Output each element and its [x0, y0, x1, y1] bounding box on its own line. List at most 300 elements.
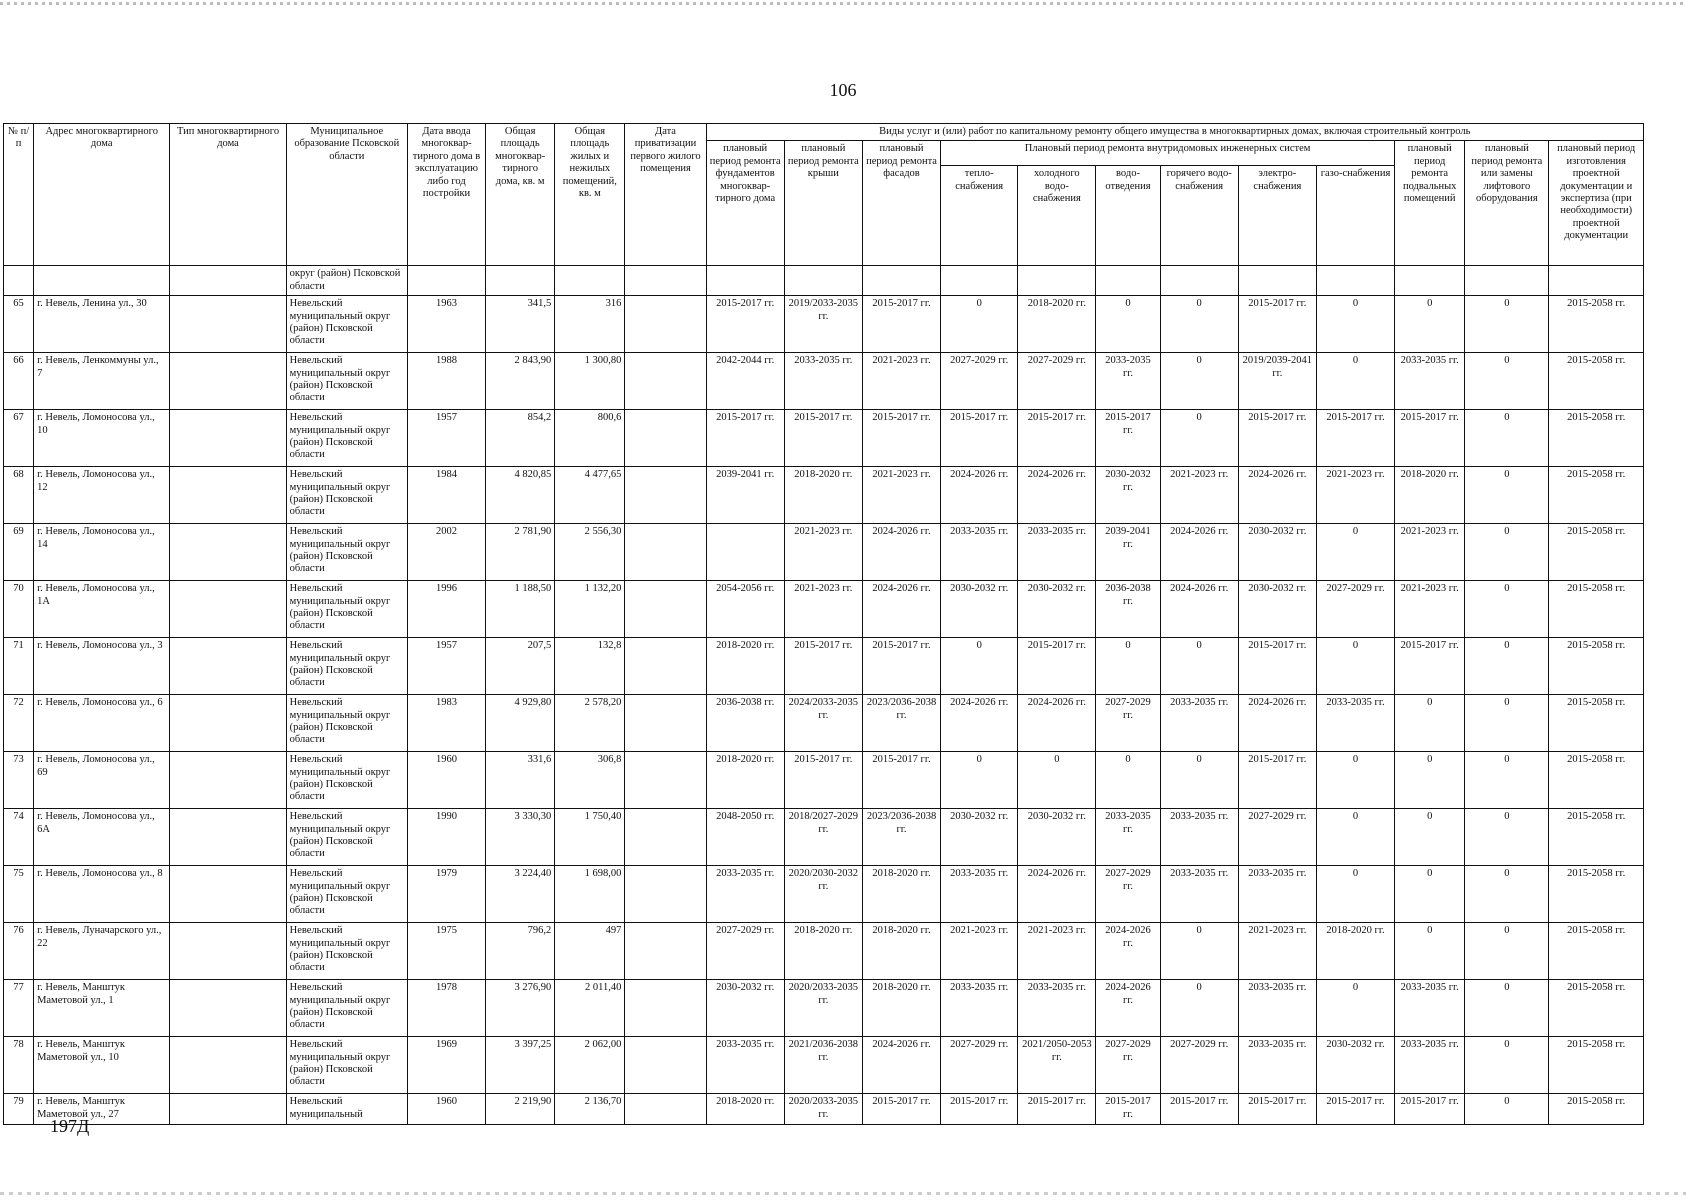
- cell-elevator: 0: [1465, 581, 1549, 638]
- scan-edge-top: [0, 2, 1686, 5]
- table-row: [4, 752, 1644, 809]
- cell-elevator: 0: [1465, 638, 1549, 695]
- cell-privatization: [625, 524, 706, 581]
- cell-type: [170, 752, 286, 809]
- cell-living-area: 497: [555, 923, 625, 980]
- cell-gas: 2018-2020 гг.: [1316, 923, 1394, 980]
- cell-cold-water: 2015-2017 гг.: [1018, 410, 1096, 467]
- cell-facade: 2015-2017 гг.: [862, 752, 940, 809]
- cell-elevator: 0: [1465, 353, 1549, 410]
- header-privatization: Дата приватизации первого жилого помещения: [625, 124, 706, 266]
- cell-num: 79: [4, 1094, 34, 1125]
- cell-cold-water: 0: [1018, 752, 1096, 809]
- cell-foundation: [706, 524, 784, 581]
- cell-hot-water: 2033-2035 гг.: [1160, 809, 1238, 866]
- cell-roof: 2020/2030-2032 гг.: [784, 866, 862, 923]
- cell-total-area: 854,2: [486, 410, 555, 467]
- header-address: Адрес многоквартирного дома: [34, 124, 170, 266]
- cell-year: 1978: [407, 980, 485, 1037]
- cell-hot-water: 0: [1160, 638, 1238, 695]
- cell-address: г. Невель, Ломоносова ул., 3: [34, 638, 170, 695]
- cell-project-docs: 2015-2058 гг.: [1549, 524, 1644, 581]
- cell-cold-water: 2015-2017 гг.: [1018, 1094, 1096, 1125]
- cell-gas: 0: [1316, 980, 1394, 1037]
- table-row: [4, 524, 1644, 581]
- cell-basement: 2021-2023 гг.: [1395, 524, 1465, 581]
- cell-total-area: 331,6: [486, 752, 555, 809]
- cell-facade: 2015-2017 гг.: [862, 1094, 940, 1125]
- cell-num: 66: [4, 353, 34, 410]
- cell-privatization: [625, 1037, 706, 1094]
- cell-heating: 2030-2032 гг.: [941, 581, 1018, 638]
- cell-hot-water: 2024-2026 гг.: [1160, 524, 1238, 581]
- cell-total-area: 3 224,40: [486, 866, 555, 923]
- cell-basement: 2033-2035 гг.: [1395, 980, 1465, 1037]
- cell-living-area: 1 132,20: [555, 581, 625, 638]
- cell-municipality: Невельский муниципальный округ (район) Псковской области: [286, 866, 407, 923]
- cell-type: [170, 1037, 286, 1094]
- table-row: [4, 809, 1644, 866]
- cell-hot-water: 2027-2029 гг.: [1160, 1037, 1238, 1094]
- document-code: 197Д: [50, 1116, 90, 1136]
- cell-living-area: 306,8: [555, 752, 625, 809]
- cell-cold-water: 2015-2017 гг.: [1018, 638, 1096, 695]
- cell-electric: 2030-2032 гг.: [1238, 581, 1316, 638]
- cell-num: 71: [4, 638, 34, 695]
- table-row: [4, 353, 1644, 410]
- cell-type: [170, 866, 286, 923]
- cell-num: 72: [4, 695, 34, 752]
- cell-hot-water: 0: [1160, 752, 1238, 809]
- cell-cold-water: 2024-2026 гг.: [1018, 695, 1096, 752]
- cell-sewer: 0: [1096, 752, 1160, 809]
- cell-cold-water: 2027-2029 гг.: [1018, 353, 1096, 410]
- cell-municipality: Невельский муниципальный: [286, 1094, 407, 1125]
- table-row: [4, 923, 1644, 980]
- cell-facade: 2023/2036-2038 гг.: [862, 695, 940, 752]
- cell-year: 1960: [407, 1094, 485, 1125]
- header-sewer: водо-отведения: [1096, 166, 1160, 266]
- cell-sewer: 0: [1096, 296, 1160, 353]
- cell-electric: 2015-2017 гг.: [1238, 410, 1316, 467]
- cell-electric: 2030-2032 гг.: [1238, 524, 1316, 581]
- header-heating: тепло-снабжения: [941, 166, 1018, 266]
- cell-total-area: 3 276,90: [486, 980, 555, 1037]
- cell-gas: 0: [1316, 752, 1394, 809]
- cell-elevator: 0: [1465, 752, 1549, 809]
- cell-address: г. Невель, Ломоносова ул., 8: [34, 866, 170, 923]
- cell-privatization: [625, 1094, 706, 1125]
- cell-elevator: 0: [1465, 1094, 1549, 1125]
- cell-facade: 2021-2023 гг.: [862, 353, 940, 410]
- cell-municipality: Невельский муниципальный округ (район) Псковской области: [286, 923, 407, 980]
- table-row: [4, 410, 1644, 467]
- cell-sewer: 2027-2029 гг.: [1096, 695, 1160, 752]
- cell-gas: 2021-2023 гг.: [1316, 467, 1394, 524]
- cell-living-area: 316: [555, 296, 625, 353]
- cell-electric: 2033-2035 гг.: [1238, 980, 1316, 1037]
- cell-gas: 2030-2032 гг.: [1316, 1037, 1394, 1094]
- cell-hot-water: 0: [1160, 410, 1238, 467]
- cell-privatization: [625, 353, 706, 410]
- cell-heating: 2027-2029 гг.: [941, 1037, 1018, 1094]
- cell-hot-water: 0: [1160, 353, 1238, 410]
- cell-type: [170, 410, 286, 467]
- cell-gas: 0: [1316, 353, 1394, 410]
- cell-living-area: 2 136,70: [555, 1094, 625, 1125]
- cell-project-docs: 2015-2058 гг.: [1549, 695, 1644, 752]
- page-number: 106: [829, 80, 857, 100]
- cell-elevator: 0: [1465, 866, 1549, 923]
- table-row: [4, 467, 1644, 524]
- table-row: [4, 695, 1644, 752]
- cell-num: 69: [4, 524, 34, 581]
- cell-elevator: 0: [1465, 809, 1549, 866]
- cell-foundation: 2033-2035 гг.: [706, 1037, 784, 1094]
- cell-num: 73: [4, 752, 34, 809]
- header-gas: газо-снабжения: [1316, 166, 1394, 266]
- cell-basement: 2015-2017 гг.: [1395, 638, 1465, 695]
- cell-num: 68: [4, 467, 34, 524]
- cell-roof: 2015-2017 гг.: [784, 410, 862, 467]
- cell-total-area: 4 929,80: [486, 695, 555, 752]
- cell-total-area: 2 843,90: [486, 353, 555, 410]
- cell-municipality: Невельский муниципальный округ (район) Псковской области: [286, 695, 407, 752]
- cell-hot-water: 2024-2026 гг.: [1160, 581, 1238, 638]
- cell-facade: 2018-2020 гг.: [862, 980, 940, 1037]
- cell-total-area: 4 820,85: [486, 467, 555, 524]
- continuation-municipality: округ (район) Псковской области: [286, 266, 407, 296]
- cell-project-docs: 2015-2058 гг.: [1549, 980, 1644, 1037]
- cell-privatization: [625, 410, 706, 467]
- cell-gas: 2027-2029 гг.: [1316, 581, 1394, 638]
- cell-roof: 2018-2020 гг.: [784, 923, 862, 980]
- cell-type: [170, 809, 286, 866]
- cell-living-area: 4 477,65: [555, 467, 625, 524]
- cell-privatization: [625, 980, 706, 1037]
- cell-foundation: 2033-2035 гг.: [706, 866, 784, 923]
- cell-basement: 2015-2017 гг.: [1395, 1094, 1465, 1125]
- cell-num: 77: [4, 980, 34, 1037]
- cell-address: г. Невель, Ломоносова ул., 6: [34, 695, 170, 752]
- cell-year: 1990: [407, 809, 485, 866]
- cell-type: [170, 524, 286, 581]
- cell-num: 74: [4, 809, 34, 866]
- table-row: [4, 866, 1644, 923]
- cell-gas: 2033-2035 гг.: [1316, 695, 1394, 752]
- cell-basement: 2021-2023 гг.: [1395, 581, 1465, 638]
- cell-project-docs: 2015-2058 гг.: [1549, 638, 1644, 695]
- cell-total-area: 2 219,90: [486, 1094, 555, 1125]
- cell-address: г. Невель, Ломоносова ул., 12: [34, 467, 170, 524]
- cell-sewer: 0: [1096, 638, 1160, 695]
- cell-roof: 2015-2017 гг.: [784, 638, 862, 695]
- cell-heating: 2027-2029 гг.: [941, 353, 1018, 410]
- cell-electric: 2024-2026 гг.: [1238, 695, 1316, 752]
- cell-hot-water: 0: [1160, 923, 1238, 980]
- cell-basement: 2018-2020 гг.: [1395, 467, 1465, 524]
- cell-heating: 2033-2035 гг.: [941, 524, 1018, 581]
- cell-privatization: [625, 809, 706, 866]
- cell-project-docs: 2015-2058 гг.: [1549, 752, 1644, 809]
- cell-basement: 2015-2017 гг.: [1395, 410, 1465, 467]
- cell-municipality: Невельский муниципальный округ (район) Псковской области: [286, 752, 407, 809]
- cell-heating: 2015-2017 гг.: [941, 1094, 1018, 1125]
- header-project-docs: плановый период изготовления проектной документации и экспертиза (при необходимости) проектной документации: [1549, 141, 1644, 266]
- cell-elevator: 0: [1465, 296, 1549, 353]
- cell-sewer: 2024-2026 гг.: [1096, 980, 1160, 1037]
- cell-gas: 0: [1316, 866, 1394, 923]
- cell-year: 1983: [407, 695, 485, 752]
- cell-foundation: 2018-2020 гг.: [706, 638, 784, 695]
- cell-basement: 0: [1395, 866, 1465, 923]
- cell-type: [170, 296, 286, 353]
- cell-cold-water: 2021-2023 гг.: [1018, 923, 1096, 980]
- cell-sewer: 2039-2041 гг.: [1096, 524, 1160, 581]
- cell-address: г. Невель, Ленкоммуны ул., 7: [34, 353, 170, 410]
- cell-privatization: [625, 581, 706, 638]
- cell-municipality: Невельский муниципальный округ (район) Псковской области: [286, 980, 407, 1037]
- cell-electric: 2015-2017 гг.: [1238, 1094, 1316, 1125]
- cell-hot-water: 0: [1160, 980, 1238, 1037]
- cell-heating: 2033-2035 гг.: [941, 980, 1018, 1037]
- cell-year: 1996: [407, 581, 485, 638]
- cell-project-docs: 2015-2058 гг.: [1549, 923, 1644, 980]
- cell-foundation: 2048-2050 гг.: [706, 809, 784, 866]
- cell-hot-water: 2033-2035 гг.: [1160, 695, 1238, 752]
- cell-electric: 2027-2029 гг.: [1238, 809, 1316, 866]
- cell-type: [170, 353, 286, 410]
- cell-roof: 2015-2017 гг.: [784, 752, 862, 809]
- cell-electric: 2019/2039-2041 гг.: [1238, 353, 1316, 410]
- cell-basement: 2033-2035 гг.: [1395, 353, 1465, 410]
- cell-living-area: 1 698,00: [555, 866, 625, 923]
- cell-year: 1957: [407, 410, 485, 467]
- cell-gas: 2015-2017 гг.: [1316, 1094, 1394, 1125]
- cell-total-area: 2 781,90: [486, 524, 555, 581]
- cell-cold-water: 2018-2020 гг.: [1018, 296, 1096, 353]
- cell-electric: 2033-2035 гг.: [1238, 1037, 1316, 1094]
- cell-electric: 2024-2026 гг.: [1238, 467, 1316, 524]
- cell-basement: 0: [1395, 923, 1465, 980]
- cell-year: 1969: [407, 1037, 485, 1094]
- header-total-area: Общая площадь многоквар-тирного дома, кв. м: [486, 124, 555, 266]
- cell-total-area: 3 397,25: [486, 1037, 555, 1094]
- cell-foundation: 2030-2032 гг.: [706, 980, 784, 1037]
- cell-cold-water: 2030-2032 гг.: [1018, 581, 1096, 638]
- cell-address: г. Невель, Манштук Маметовой ул., 27: [34, 1094, 170, 1125]
- cell-privatization: [625, 752, 706, 809]
- cell-facade: 2023/2036-2038 гг.: [862, 809, 940, 866]
- cell-heating: 2015-2017 гг.: [941, 410, 1018, 467]
- cell-total-area: 1 188,50: [486, 581, 555, 638]
- cell-foundation: 2018-2020 гг.: [706, 752, 784, 809]
- cell-roof: 2021/2036-2038 гг.: [784, 1037, 862, 1094]
- cell-facade: 2015-2017 гг.: [862, 296, 940, 353]
- cell-roof: 2024/2033-2035 гг.: [784, 695, 862, 752]
- header-electric: электро-снабжения: [1238, 166, 1316, 266]
- cell-year: 1988: [407, 353, 485, 410]
- cell-num: 70: [4, 581, 34, 638]
- cell-electric: 2015-2017 гг.: [1238, 296, 1316, 353]
- header-facade: плановый период ремонта фасадов: [862, 141, 940, 266]
- cell-foundation: 2018-2020 гг.: [706, 1094, 784, 1125]
- cell-project-docs: 2015-2058 гг.: [1549, 1037, 1644, 1094]
- table-row: [4, 296, 1644, 353]
- header-hot-water: горячего водо-снабжения: [1160, 166, 1238, 266]
- cell-roof: 2021-2023 гг.: [784, 524, 862, 581]
- cell-facade: 2024-2026 гг.: [862, 524, 940, 581]
- cell-num: 67: [4, 410, 34, 467]
- capital-repair-table: [3, 123, 1644, 1125]
- cell-heating: 0: [941, 638, 1018, 695]
- cell-year: 1957: [407, 638, 485, 695]
- cell-privatization: [625, 638, 706, 695]
- cell-roof: 2021-2023 гг.: [784, 581, 862, 638]
- cell-gas: 0: [1316, 524, 1394, 581]
- cell-foundation: 2015-2017 гг.: [706, 410, 784, 467]
- cell-heating: 2024-2026 гг.: [941, 695, 1018, 752]
- table-row: [4, 1037, 1644, 1094]
- cell-heating: 2033-2035 гг.: [941, 866, 1018, 923]
- cell-facade: 2024-2026 гг.: [862, 581, 940, 638]
- cell-heating: 2021-2023 гг.: [941, 923, 1018, 980]
- cell-municipality: Невельский муниципальный округ (район) Псковской области: [286, 638, 407, 695]
- header-basement: плановый период ремонта подвальных помещений: [1395, 141, 1465, 266]
- cell-hot-water: 0: [1160, 296, 1238, 353]
- header-services-group: Виды услуг и (или) работ по капитальному ремонту общего имущества в многоквартирных домах, включая строительный контроль: [706, 124, 1643, 141]
- cell-privatization: [625, 296, 706, 353]
- cell-municipality: Невельский муниципальный округ (район) Псковской области: [286, 524, 407, 581]
- cell-type: [170, 923, 286, 980]
- cell-gas: 2015-2017 гг.: [1316, 410, 1394, 467]
- header-num: № п/п: [4, 124, 34, 266]
- cell-privatization: [625, 866, 706, 923]
- cell-num: 75: [4, 866, 34, 923]
- cell-total-area: 3 330,30: [486, 809, 555, 866]
- header-municipality: Муниципальное образование Псковской области: [286, 124, 407, 266]
- cell-sewer: 2015-2017 гг.: [1096, 1094, 1160, 1125]
- cell-municipality: Невельский муниципальный округ (район) Псковской области: [286, 296, 407, 353]
- cell-address: г. Невель, Ленина ул., 30: [34, 296, 170, 353]
- cell-address: г. Невель, Ломоносова ул., 69: [34, 752, 170, 809]
- cell-year: 1984: [407, 467, 485, 524]
- header-systems-group: Плановый период ремонта внутридомовых инженерных систем: [941, 141, 1395, 166]
- cell-project-docs: 2015-2058 гг.: [1549, 296, 1644, 353]
- cell-type: [170, 581, 286, 638]
- cell-sewer: 2027-2029 гг.: [1096, 1037, 1160, 1094]
- table-row: [4, 638, 1644, 695]
- cell-facade: 2015-2017 гг.: [862, 410, 940, 467]
- cell-project-docs: 2015-2058 гг.: [1549, 581, 1644, 638]
- cell-living-area: 132,8: [555, 638, 625, 695]
- cell-type: [170, 1094, 286, 1125]
- cell-municipality: Невельский муниципальный округ (район) Псковской области: [286, 1037, 407, 1094]
- cell-foundation: 2027-2029 гг.: [706, 923, 784, 980]
- cell-living-area: 2 011,40: [555, 980, 625, 1037]
- cell-municipality: Невельский муниципальный округ (район) Псковской области: [286, 353, 407, 410]
- header-living-area: Общая площадь жилых и нежилых помещений, кв. м: [555, 124, 625, 266]
- cell-living-area: 2 578,20: [555, 695, 625, 752]
- cell-cold-water: 2021/2050-2053 гг.: [1018, 1037, 1096, 1094]
- cell-hot-water: 2033-2035 гг.: [1160, 866, 1238, 923]
- cell-project-docs: 2015-2058 гг.: [1549, 467, 1644, 524]
- cell-cold-water: 2024-2026 гг.: [1018, 467, 1096, 524]
- cell-privatization: [625, 695, 706, 752]
- header-roof: плановый период ремонта крыши: [784, 141, 862, 266]
- cell-foundation: 2042-2044 гг.: [706, 353, 784, 410]
- cell-num: 65: [4, 296, 34, 353]
- cell-elevator: 0: [1465, 1037, 1549, 1094]
- cell-facade: 2015-2017 гг.: [862, 638, 940, 695]
- cell-num: 76: [4, 923, 34, 980]
- cell-project-docs: 2015-2058 гг.: [1549, 410, 1644, 467]
- cell-address: г. Невель, Ломоносова ул., 14: [34, 524, 170, 581]
- cell-basement: 0: [1395, 809, 1465, 866]
- cell-sewer: 2027-2029 гг.: [1096, 866, 1160, 923]
- cell-roof: 2018/2027-2029 гг.: [784, 809, 862, 866]
- cell-elevator: 0: [1465, 695, 1549, 752]
- cell-municipality: Невельский муниципальный округ (район) Псковской области: [286, 467, 407, 524]
- cell-facade: 2018-2020 гг.: [862, 923, 940, 980]
- cell-year: 1963: [407, 296, 485, 353]
- cell-privatization: [625, 467, 706, 524]
- cell-living-area: 800,6: [555, 410, 625, 467]
- cell-elevator: 0: [1465, 524, 1549, 581]
- cell-year: 1979: [407, 866, 485, 923]
- cell-address: г. Невель, Ломоносова ул., 1А: [34, 581, 170, 638]
- cell-living-area: 1 750,40: [555, 809, 625, 866]
- cell-basement: 2033-2035 гг.: [1395, 1037, 1465, 1094]
- cell-type: [170, 467, 286, 524]
- cell-foundation: 2036-2038 гг.: [706, 695, 784, 752]
- cell-address: г. Невель, Манштук Маметовой ул., 1: [34, 980, 170, 1037]
- cell-gas: 0: [1316, 296, 1394, 353]
- cell-living-area: 1 300,80: [555, 353, 625, 410]
- table-row: [4, 1094, 1644, 1125]
- cell-municipality: Невельский муниципальный округ (район) Псковской области: [286, 410, 407, 467]
- cell-sewer: 2030-2032 гг.: [1096, 467, 1160, 524]
- cell-foundation: 2039-2041 гг.: [706, 467, 784, 524]
- cell-project-docs: 2015-2058 гг.: [1549, 1094, 1644, 1125]
- header-year: Дата ввода многоквар-тирного дома в эксплуатацию либо год постройки: [407, 124, 485, 266]
- cell-sewer: 2033-2035 гг.: [1096, 353, 1160, 410]
- cell-facade: 2021-2023 гг.: [862, 467, 940, 524]
- cell-address: г. Невель, Луначарского ул., 22: [34, 923, 170, 980]
- cell-address: г. Невель, Манштук Маметовой ул., 10: [34, 1037, 170, 1094]
- cell-cold-water: 2033-2035 гг.: [1018, 980, 1096, 1037]
- cell-privatization: [625, 923, 706, 980]
- cell-facade: 2024-2026 гг.: [862, 1037, 940, 1094]
- continuation-row: [4, 266, 1644, 296]
- cell-type: [170, 638, 286, 695]
- cell-facade: 2018-2020 гг.: [862, 866, 940, 923]
- cell-living-area: 2 556,30: [555, 524, 625, 581]
- cell-sewer: 2015-2017 гг.: [1096, 410, 1160, 467]
- cell-sewer: 2036-2038 гг.: [1096, 581, 1160, 638]
- cell-roof: 2020/2033-2035 гг.: [784, 1094, 862, 1125]
- cell-total-area: 796,2: [486, 923, 555, 980]
- cell-foundation: 2054-2056 гг.: [706, 581, 784, 638]
- header-type: Тип многоквартирного дома: [170, 124, 286, 266]
- cell-roof: 2020/2033-2035 гг.: [784, 980, 862, 1037]
- cell-heating: 0: [941, 752, 1018, 809]
- cell-address: г. Невель, Ломоносова ул., 10: [34, 410, 170, 467]
- cell-roof: 2033-2035 гг.: [784, 353, 862, 410]
- cell-elevator: 0: [1465, 980, 1549, 1037]
- cell-elevator: 0: [1465, 410, 1549, 467]
- cell-total-area: 207,5: [486, 638, 555, 695]
